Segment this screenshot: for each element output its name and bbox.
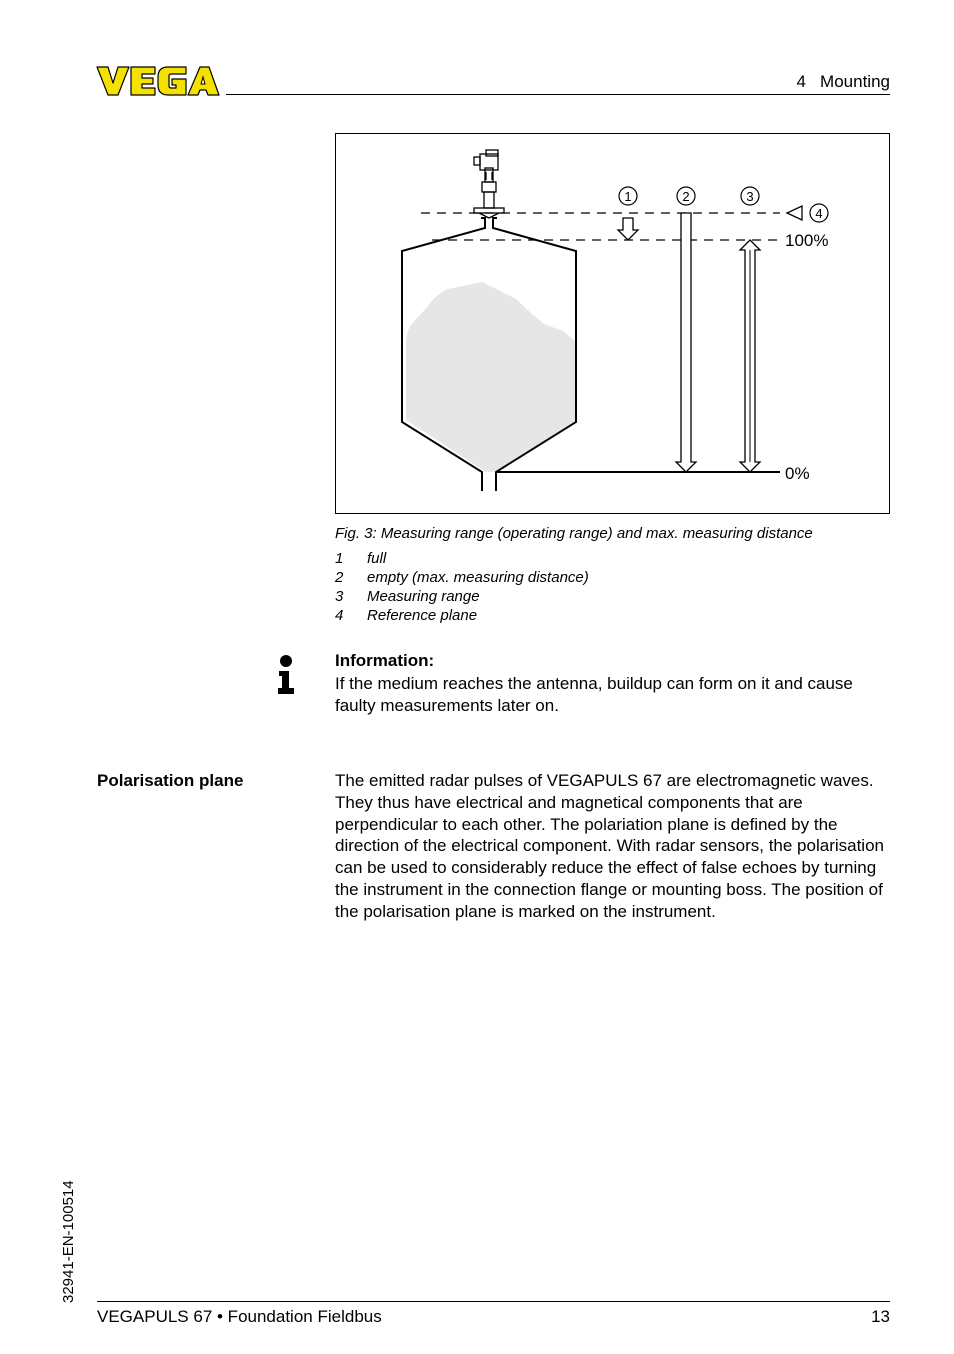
info-title: Information: (335, 651, 435, 670)
legend-text: Reference plane (367, 607, 478, 624)
vega-logo (96, 66, 220, 96)
page-number: 13 (871, 1307, 890, 1326)
legend-number: 1 (335, 550, 344, 567)
footer-title: VEGAPULS 67 • Foundation Fieldbus (97, 1307, 382, 1326)
legend-item (335, 587, 589, 606)
figure-legend (335, 549, 589, 625)
figure-caption: Fig. 3: Measuring range (operating range) and max. measuring distance (335, 525, 813, 542)
legend-text: full (367, 550, 387, 567)
medium-fill (406, 282, 576, 472)
arrow-full (618, 218, 638, 240)
measuring-range-diagram (336, 134, 889, 513)
marker-4: 4 (815, 206, 823, 221)
label-100-percent: 100% (785, 231, 829, 250)
legend-number: 4 (335, 607, 344, 624)
legend-item (335, 549, 589, 568)
marker-2: 2 (682, 189, 690, 204)
marker-3: 3 (746, 189, 754, 204)
arrow-empty (676, 213, 696, 472)
legend-text: Measuring range (367, 588, 480, 605)
legend-text: empty (max. measuring distance) (367, 569, 589, 586)
legend-item (335, 568, 589, 587)
info-icon (276, 654, 296, 696)
legend-item (335, 606, 589, 625)
document-number: 32941-EN-100514 (60, 1180, 77, 1303)
polarisation-paragraph: The emitted radar pulses of VEGAPULS 67 are electromagnetic waves. They thus have electrical and magnetical components that are perpendicular to each other. The polariation plane is defined by the direction of the electrical component. With radar sensors, the polarisation can be used to considerably reduce the effect of false echoes by turning the instrument in the connection flange or mounting boss. The position of the polarisation plane is marked on the instrument. (335, 771, 884, 921)
sensor-instrument (474, 150, 504, 218)
section-heading-polarisation: Polarisation plane (97, 771, 244, 790)
section-title: 4 Mounting (796, 72, 890, 91)
legend-number: 3 (335, 588, 344, 605)
info-text: If the medium reaches the antenna, buildup can form on it and cause faulty measurements later on. (335, 674, 853, 715)
legend-number: 2 (335, 569, 344, 586)
header-rule (226, 94, 890, 95)
marker-1: 1 (624, 189, 632, 204)
label-0-percent: 0% (785, 464, 810, 483)
footer-rule (97, 1301, 890, 1302)
reference-triangle-icon (787, 206, 802, 220)
figure-measuring-range (335, 133, 890, 514)
